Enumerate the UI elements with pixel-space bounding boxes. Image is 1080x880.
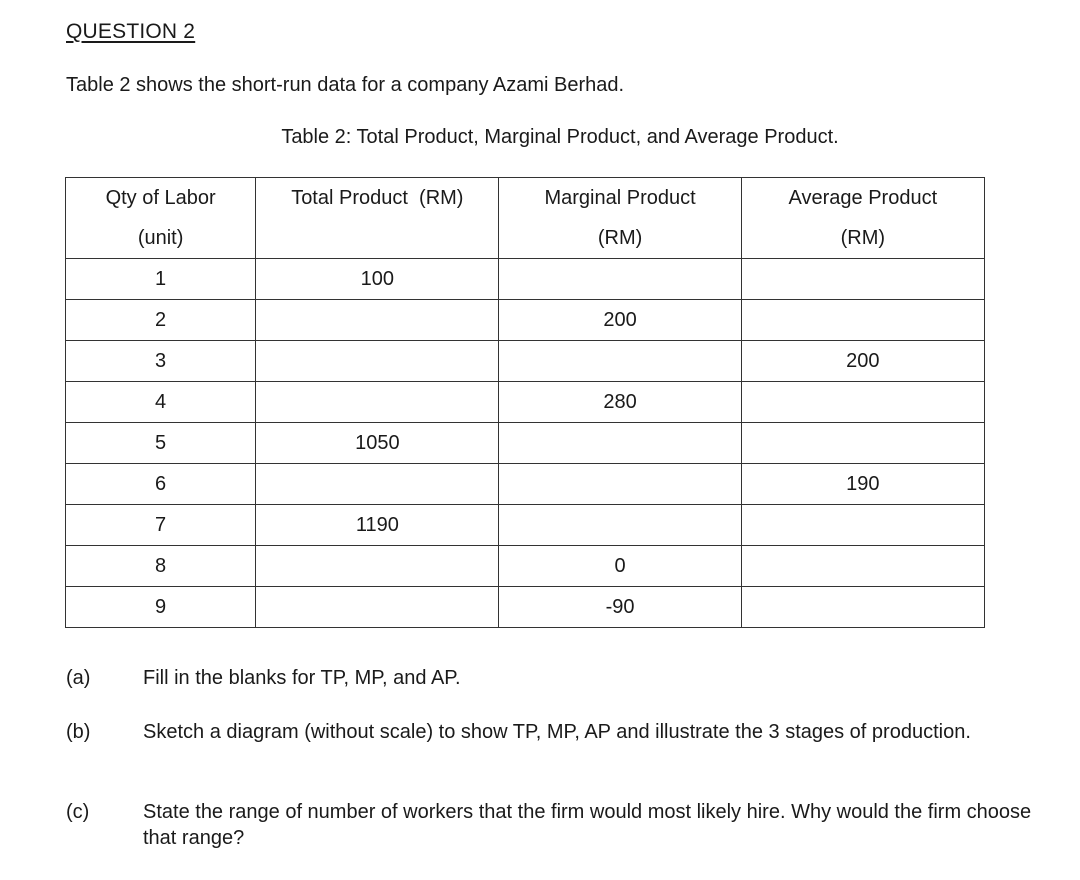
question-intro: Table 2 shows the short-run data for a company Azami Berhad.: [66, 74, 625, 96]
cell-mp: 280: [499, 382, 741, 423]
table-row: [66, 341, 985, 382]
cell-tp: [256, 382, 499, 423]
cell-ap: [741, 587, 984, 628]
cell-ap: [741, 382, 984, 423]
cell-ap: [741, 300, 984, 341]
cell-labor: 9: [66, 587, 256, 628]
cell-labor: 3: [66, 341, 256, 382]
cell-tp: 1050: [256, 423, 499, 464]
table-row: [66, 505, 985, 546]
cell-mp: [499, 259, 741, 300]
question-title: QUESTION 2: [66, 20, 196, 43]
cell-mp: -90: [499, 587, 741, 628]
header-qty-labor-line2: (unit): [137, 227, 184, 249]
header-average-product: [741, 178, 984, 259]
cell-mp: [499, 464, 741, 505]
header-average-product-line2: (RM): [840, 227, 886, 249]
part-c-text: State the range of number of workers that the firm would most likely hire. Why would the firm choose that range?: [143, 801, 1032, 849]
table-header-row: [66, 178, 985, 259]
cell-ap: 190: [741, 464, 984, 505]
table-row: [66, 423, 985, 464]
table-caption: Table 2: Total Product, Marginal Product, and Average Product.: [281, 126, 839, 148]
header-qty-labor-line1: Qty of Labor: [105, 187, 216, 209]
header-average-product-line1: Average Product: [788, 187, 938, 209]
cell-mp: 200: [499, 300, 741, 341]
cell-ap: [741, 259, 984, 300]
cell-labor: 8: [66, 546, 256, 587]
table-row: [66, 382, 985, 423]
table-row: [66, 587, 985, 628]
cell-labor: 6: [66, 464, 256, 505]
cell-tp: [256, 300, 499, 341]
cell-tp: 100: [256, 259, 499, 300]
header-marginal-product: [499, 178, 741, 259]
cell-tp: [256, 341, 499, 382]
table-row: [66, 464, 985, 505]
part-b-text: Sketch a diagram (without scale) to show TP, MP, AP and illustrate the 3 stages of production.: [143, 721, 971, 743]
cell-mp: 0: [499, 546, 741, 587]
cell-mp: [499, 341, 741, 382]
part-c-letter: (c): [66, 801, 90, 823]
cell-mp: [499, 423, 741, 464]
header-marginal-product-line2: (RM): [597, 227, 643, 249]
part-a-letter: (a): [66, 667, 91, 689]
cell-labor: 5: [66, 423, 256, 464]
cell-labor: 2: [66, 300, 256, 341]
part-a-text: Fill in the blanks for TP, MP, and AP.: [143, 667, 461, 689]
cell-mp: [499, 505, 741, 546]
cell-ap: [741, 423, 984, 464]
cell-ap: 200: [741, 341, 984, 382]
cell-tp: [256, 546, 499, 587]
part-b-letter: (b): [66, 721, 91, 743]
cell-ap: [741, 505, 984, 546]
cell-tp: [256, 464, 499, 505]
header-total-product-line1: Total Product (RM): [291, 187, 464, 209]
table-row: [66, 259, 985, 300]
header-marginal-product-line1: Marginal Product: [544, 187, 696, 209]
table-row: [66, 546, 985, 587]
header-qty-labor: [66, 178, 256, 259]
product-table: [65, 177, 985, 628]
cell-labor: 1: [66, 259, 256, 300]
cell-tp: [256, 587, 499, 628]
header-total-product: [256, 178, 499, 259]
cell-tp: 1190: [256, 505, 499, 546]
table-row: [66, 300, 985, 341]
cell-labor: 4: [66, 382, 256, 423]
cell-ap: [741, 546, 984, 587]
cell-labor: 7: [66, 505, 256, 546]
